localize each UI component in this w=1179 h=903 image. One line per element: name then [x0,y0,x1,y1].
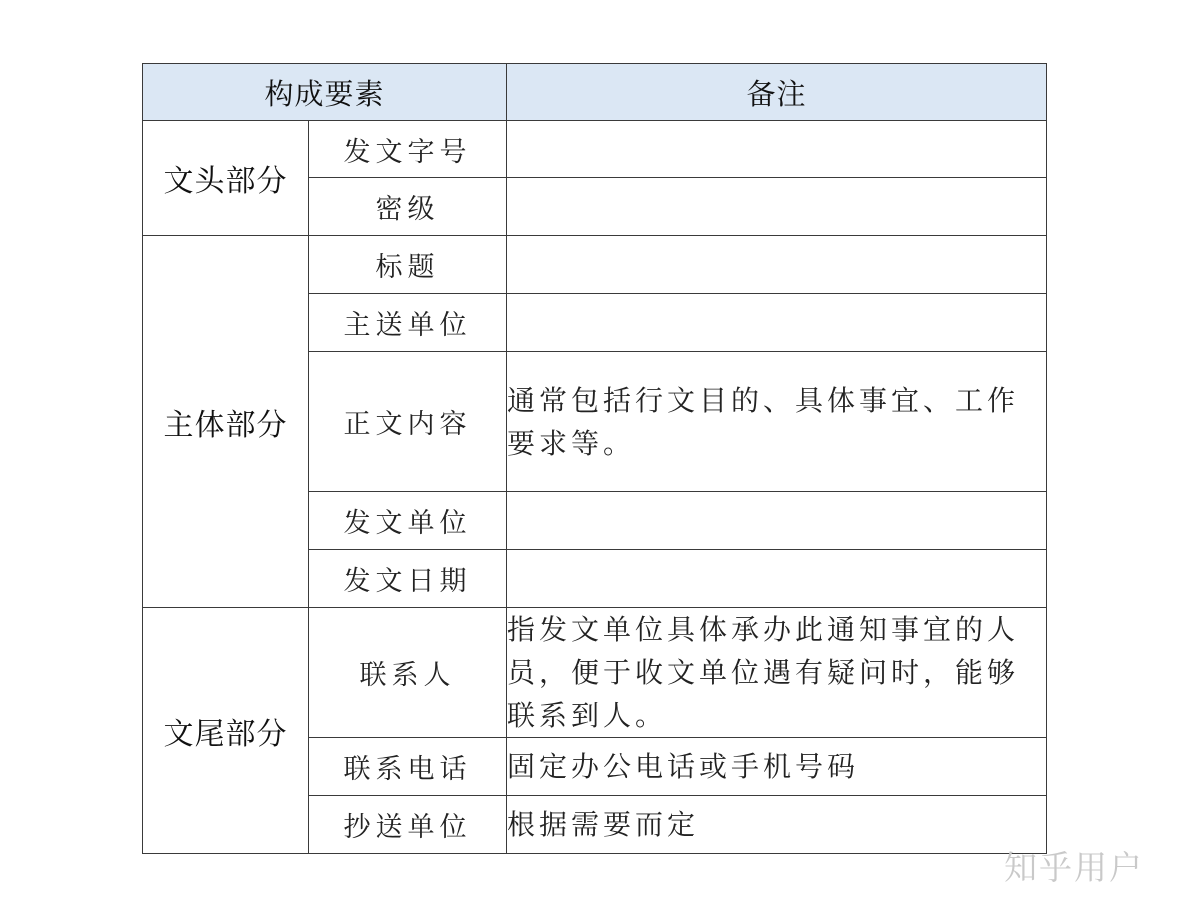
note-cell: 固定办公电话或手机号码 [507,738,1047,796]
element-cell: 发文字号 [309,121,507,178]
table-row [143,121,1047,178]
element-cell: 主送单位 [309,294,507,352]
element-cell: 密级 [309,178,507,236]
note-cell: 通常包括行文目的、具体事宜、工作要求等。 [507,352,1047,492]
note-cell: 指发文单位具体承办此通知事宜的人员，便于收文单位遇有疑问时，能够联系到人。 [507,608,1047,738]
note-cell [507,178,1047,236]
note-cell: 根据需要而定 [507,796,1047,854]
element-cell: 联系电话 [309,738,507,796]
table-row [143,608,1047,738]
header-elements: 构成要素 [143,64,507,121]
element-cell: 发文日期 [309,550,507,608]
section-header: 文尾部分 [143,608,309,854]
watermark: 知乎用户 [1004,848,1144,887]
note-cell [507,236,1047,294]
section-header: 文头部分 [143,121,309,236]
section-header: 主体部分 [143,236,309,608]
element-cell: 标题 [309,236,507,294]
note-cell [507,550,1047,608]
element-cell: 抄送单位 [309,796,507,854]
table-row [143,236,1047,294]
element-cell: 正文内容 [309,352,507,492]
note-cell [507,121,1047,178]
document-structure-table [142,63,1047,854]
element-cell: 发文单位 [309,492,507,550]
note-cell [507,492,1047,550]
element-cell: 联系人 [309,608,507,738]
header-notes: 备注 [507,64,1047,121]
note-cell [507,294,1047,352]
table-header-row [143,64,1047,121]
